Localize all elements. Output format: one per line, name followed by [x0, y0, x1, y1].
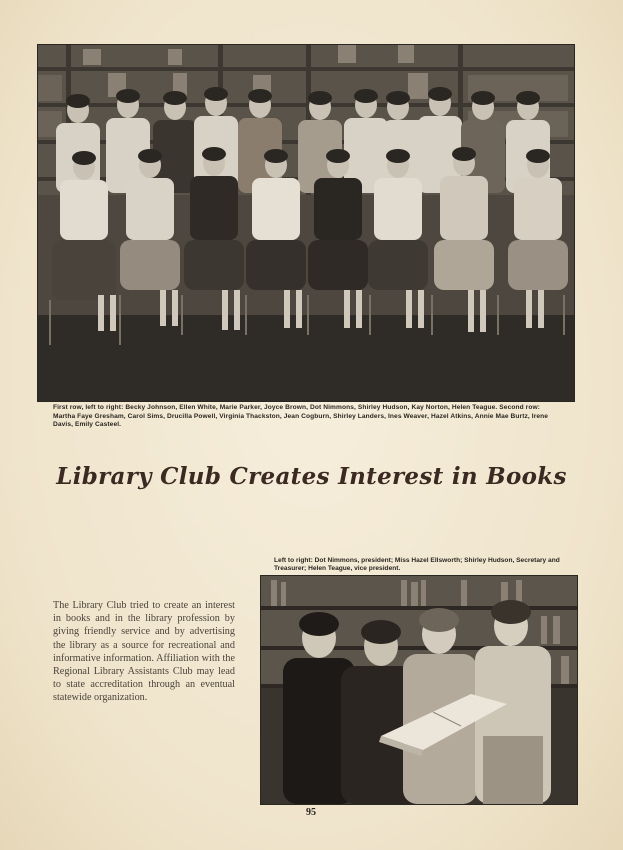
- group-photo-caption: First row, left to right: Becky Johnson, Ellen White, Marie Parker, Joyce Brown, Dot Nimmons, Shirley Hudson, Kay Norton, Helen Teague. Second row: Martha Faye Gresham, Carol Sims, Drucilla Powell, Virginia Thackston, Jean Cogburn, Shirley Landers, Ines Weaver, Hazel Atkins, Annie Mae Burtz, Irene Davis, Emily Casteel.: [53, 404, 549, 429]
- page-number: 95: [306, 807, 316, 818]
- page-title: Library Club Creates Interest in Books: [56, 463, 567, 490]
- group-photo-image: [38, 45, 574, 401]
- officers-photo: [261, 576, 577, 804]
- club-group-photo: [38, 45, 574, 401]
- officers-photo-caption: Left to right: Dot Nimmons, president; Miss Hazel Ellsworth; Shirley Hudson, Secretary and Treasurer; Helen Teague, vice president.: [274, 557, 560, 573]
- officers-photo-image: [261, 576, 577, 804]
- club-description: The Library Club tried to create an interest in books and in the library profession by giving friendly service and by advertising the library as a source for recreational and informative information. Affiliation with the Regional Library Assistants Club may lead to state accreditation through an eventual statewide organization.: [53, 600, 235, 704]
